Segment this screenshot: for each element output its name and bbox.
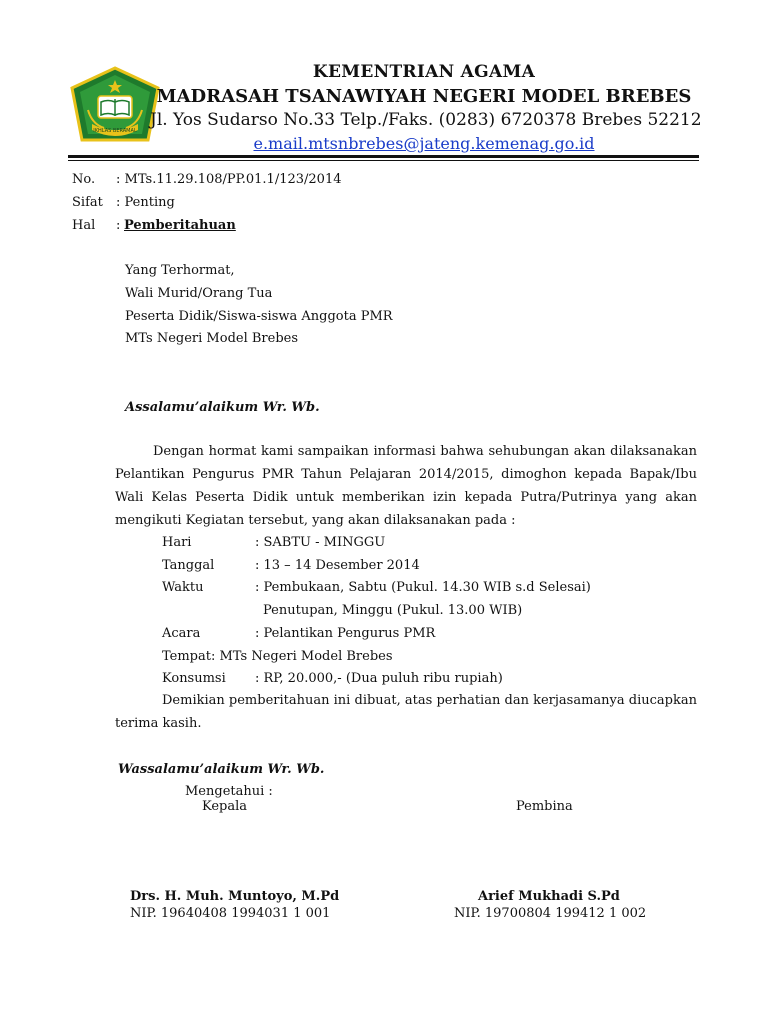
kemenag-logo <box>68 66 162 146</box>
ministry-title: KEMENTRIAN AGAMA <box>312 62 536 82</box>
konsumsi-value: : RP, 20.000,- (Dua puluh ribu rupiah) <box>255 671 503 686</box>
body-intro-text: Dengan hormat kami sampaikan informasi bahwa sehubungan akan dilaksanakan Pelantikan Pengurus PMR Tahun Pelajaran 2014/2015, dimoghon kepada Bapak/Ibu Wali Kelas Peserta Didik untuk memberikan izin kepada Putra/Putrinya yang akan mengikuti Kegiatan tersebut, yang akan dilaksanakan pada : <box>115 444 697 528</box>
school-address: Jl. Yos Sudarso No.33 Telp./Faks. (0283) 6720378 Brebes 52212 <box>150 110 702 130</box>
opening-greeting: Assalamu’alaikum Wr. Wb. <box>125 400 320 415</box>
sifat-value: : Penting <box>116 195 175 210</box>
tanggal-value: : 13 – 14 Desember 2014 <box>255 558 420 573</box>
closing-greeting: Wassalamu’alaikum Wr. Wb. <box>118 762 325 777</box>
recipient-line-2: Wali Murid/Orang Tua <box>125 286 273 301</box>
right-signatory-title: Pembina <box>516 799 573 814</box>
left-signatory-name: Drs. H. Muh. Muntoyo, M.Pd <box>130 889 340 904</box>
logo-ribbon-text: IKHLAS BERAMAL <box>93 128 137 134</box>
hari-label: Hari <box>162 535 192 550</box>
tanggal-label: Tanggal <box>162 558 215 573</box>
header-rule-thin <box>68 160 699 161</box>
hal-value: Pemberitahuan <box>124 218 236 233</box>
recipient-line-4: MTs Negeri Model Brebes <box>125 331 299 346</box>
recipient-line-1: Yang Terhormat, <box>125 263 235 278</box>
acara-value: : Pelantikan Pengurus PMR <box>255 626 436 641</box>
konsumsi-label: Konsumsi <box>162 671 226 686</box>
tempat-line: Tempat: MTs Negeri Model Brebes <box>162 649 393 664</box>
right-signatory-nip: NIP. 19700804 199412 1 002 <box>454 906 647 921</box>
left-signatory-nip: NIP. 19640408 1994031 1 001 <box>130 906 331 921</box>
body-closing-text: Demikian pemberitahuan ini dibuat, atas perhatian dan kerjasamanya diucapkan terima kasih. <box>115 693 697 731</box>
waktu-value-2: Penutupan, Minggu (Pukul. 13.00 WIB) <box>263 603 523 618</box>
header-rule-thick <box>68 155 699 158</box>
waktu-value: : Pembukaan, Sabtu (Pukul. 14.30 WIB s.d Selesai) <box>255 580 591 595</box>
left-signatory-title: Kepala <box>202 799 248 814</box>
hal-label: Hal <box>72 218 96 233</box>
right-signatory-name: Arief Mukhadi S.Pd <box>478 889 620 904</box>
recipient-line-3: Peserta Didik/Siswa-siswa Anggota PMR <box>125 309 393 324</box>
hal-colon: : <box>116 218 121 233</box>
waktu-label: Waktu <box>162 580 204 595</box>
hari-value: : SABTU - MINGGU <box>255 535 386 550</box>
mengetahui-label: Mengetahui : <box>185 784 273 799</box>
acara-label: Acara <box>162 626 201 641</box>
no-value: : MTs.11.29.108/PP.01.1/123/2014 <box>116 172 342 187</box>
email-link[interactable]: e.mail.mtsnbrebes@jateng.kemenag.go.id <box>253 134 595 153</box>
school-title: MADRASAH TSANAWIYAH NEGERI MODEL BREBES <box>156 86 692 107</box>
body-intro <box>115 440 697 532</box>
no-label: No. <box>72 172 96 187</box>
sifat-label: Sifat <box>72 195 103 210</box>
body-closing <box>115 689 697 735</box>
